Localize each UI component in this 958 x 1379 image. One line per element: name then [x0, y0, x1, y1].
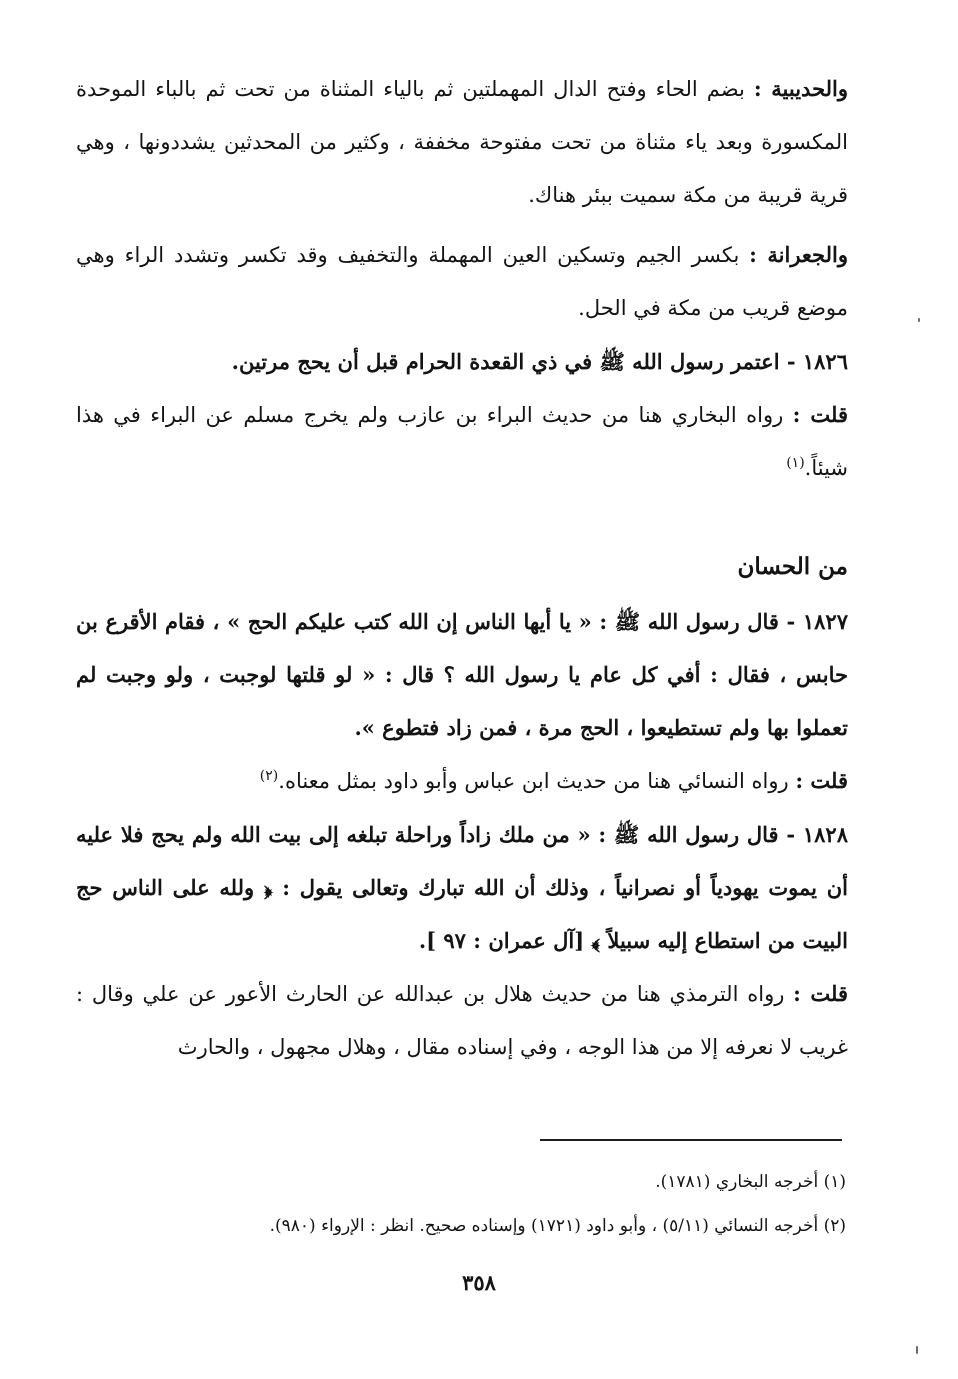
footnotes — [76, 1160, 846, 1248]
comment-1826 — [76, 388, 848, 495]
footnote-ref-1: (١) — [786, 455, 805, 471]
hadith-1827: ١٨٢٧ - قال رسول الله ﷺ : « يا أيها الناس إن الله كتب عليكم الحج » ، فقام الأقرع بن حابس ، فقال : أفي كل عام يا رسول الله ؟ قال : « لو قلتها لوجبت ، ولو وجبت لم تعملوا بها ولم تستطيعوا ، الحج مرة ، فمن زاد فتطوع ». — [76, 609, 848, 740]
hadith-1826: ١٨٢٦ - اعتمر رسول الله ﷺ في ذي القعدة الحرام قبل أن يحج مرتين. — [231, 349, 848, 374]
footnote-2: (٢) أخرجه النسائي (٥/١١) ، وأبو داود (١٧٢١) وإسناده صحيح. انظر : الإرواء (٩٨٠). — [269, 1216, 846, 1236]
comment-text: رواه النسائي هنا من حديث ابن عباس وأبو داود بمثل معناه. — [278, 769, 796, 793]
term-jiranah: والجعرانة : — [749, 242, 848, 267]
definition-jiranah — [76, 228, 848, 335]
page-body — [76, 62, 848, 1074]
comment-label: قلت : — [792, 402, 848, 427]
footnote-separator — [540, 1139, 842, 1141]
scan-speck — [916, 1346, 918, 1354]
footnote-ref-2: (٢) — [259, 768, 279, 784]
footnote-1: (١) أخرجه البخاري (١٧٨١). — [655, 1172, 846, 1192]
definition-text: بضم الحاء وفتح الدال المهملتين ثم بالياء المثناة من تحت ثم بالباء الموحدة المكسورة وبعد ياء مثناة من تحت مفتوحة مخففة ، وكثير من المحدثين يشددونها ، وهي قرية قريبة من مكة سميت ببئر هناك. — [76, 77, 848, 207]
hadith-1828: ١٨٢٨ - قال رسول الله ﷺ : « من ملك زاداً وراحلة تبلغه إلى بيت الله ولم يحج فلا عليه أن يموت يهودياً أو نصرانياً ، وذلك أن الله تبارك وتعالى يقول : ﴿ ولله على الناس حج البيت من استطاع إليه سبيلاً ﴾ [آل عمران : ٩٧ ]. — [76, 822, 848, 953]
term-hudaybiyyah: والحديبية : — [753, 76, 848, 101]
comment-1828 — [76, 967, 848, 1074]
section-heading: من الحسان — [737, 553, 848, 580]
definition-text: بكسر الجيم وتسكين العين المهملة والتخفيف وقد تكسر وتشدد الراء وهي موضع قريب من مكة في الحل. — [76, 243, 848, 320]
comment-text: رواه الترمذي هنا من حديث هلال بن عبدالله عن الحارث الأعور عن علي وقال : غريب لا نعرفه إلا من هذا الوجه ، وفي إسناده مقال ، وهلال مجهول ، والحارث — [76, 982, 848, 1059]
comment-1827 — [76, 754, 848, 808]
definition-hudaybiyyah — [76, 62, 848, 222]
comment-label: قلت : — [793, 981, 848, 1006]
comment-label: قلت : — [795, 768, 848, 793]
scan-speck — [918, 318, 920, 322]
page-number: ٣٥٨ — [462, 1270, 496, 1295]
comment-text: رواه البخاري هنا من حديث البراء بن عازب ولم يخرج مسلم عن البراء في هذا شيئاً. — [76, 403, 848, 480]
